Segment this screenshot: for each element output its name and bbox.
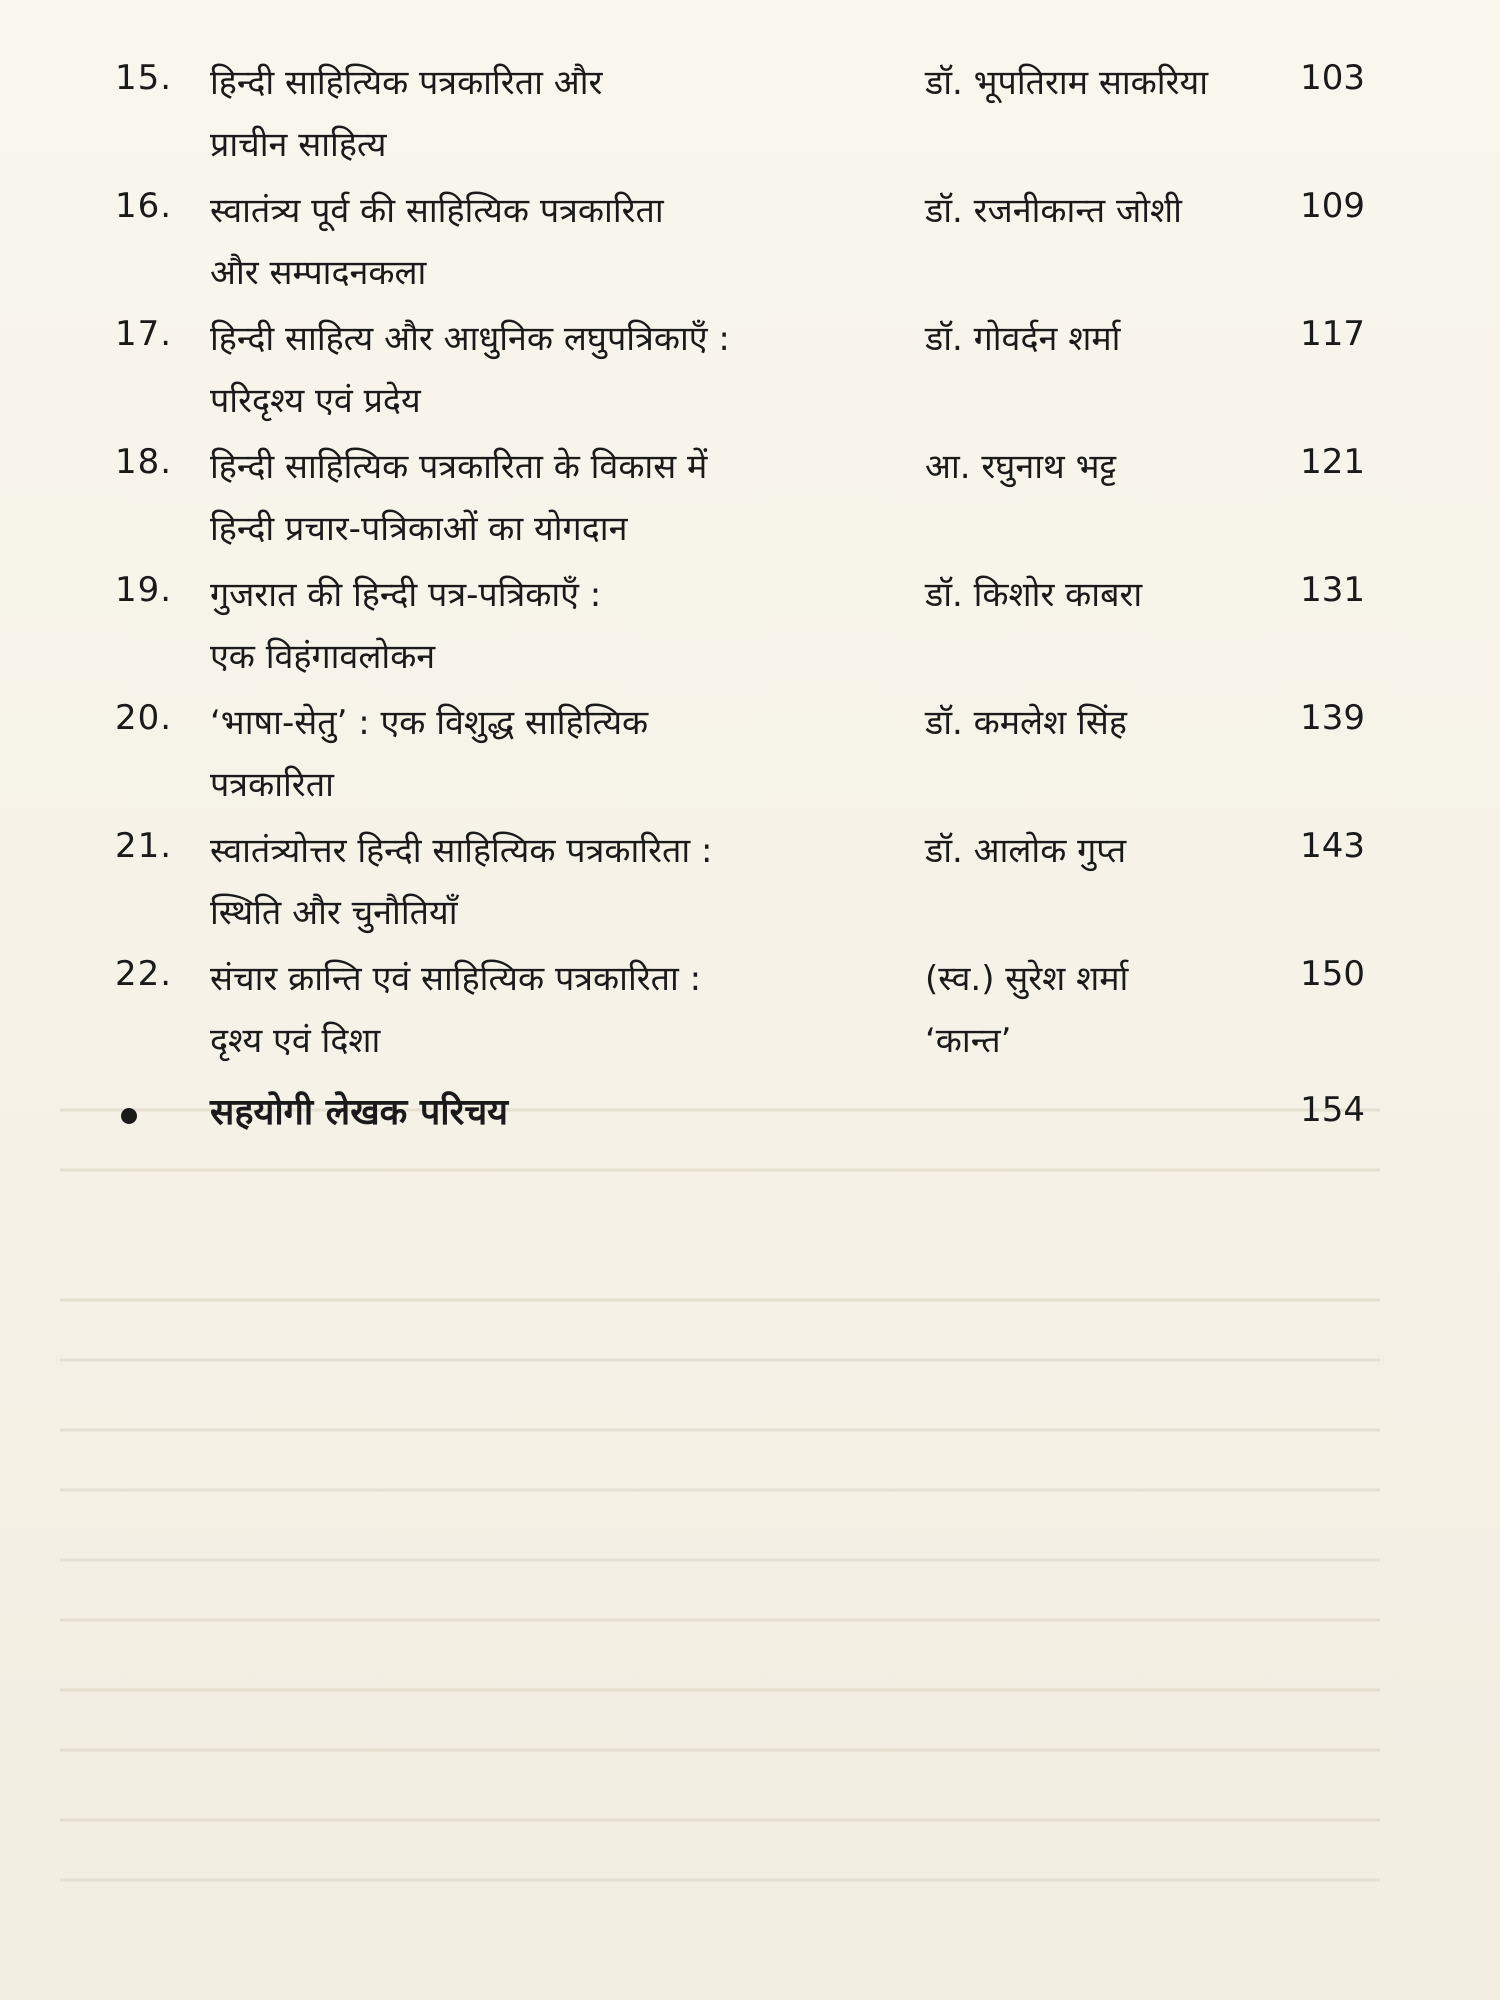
toc-entry-22 <box>115 948 1365 1076</box>
entry-author: (स्व.) सुरेश शर्मा <box>925 959 1129 999</box>
entry-author: डॉ. रजनीकान्त जोशी <box>925 191 1182 231</box>
entry-title-line-1: हिन्दी साहित्यिक पत्रकारिता के विकास में <box>210 447 708 487</box>
entry-title-line-2: स्थिति और चुनौतियाँ <box>210 893 458 933</box>
entry-number: 15. <box>115 58 173 98</box>
toc-entry-15 <box>115 52 1365 180</box>
entry-author: डॉ. गोवर्दन शर्मा <box>925 319 1121 359</box>
toc-entry-18 <box>115 436 1365 564</box>
entry-page-number: 131 <box>1300 570 1365 610</box>
entry-page-number: 150 <box>1300 954 1365 994</box>
entry-author: डॉ. कमलेश सिंह <box>925 703 1127 743</box>
entry-page-number: 143 <box>1300 826 1365 866</box>
toc-entry-21 <box>115 820 1365 948</box>
entry-title-line-2: दृश्य एवं दिशा <box>210 1021 381 1061</box>
toc-entry-19 <box>115 564 1365 692</box>
entry-page-number: 109 <box>1300 186 1365 226</box>
entry-title-line-1: संचार क्रान्ति एवं साहित्यिक पत्रकारिता : <box>210 959 702 999</box>
appendix-page-number: 154 <box>1300 1090 1365 1130</box>
entry-title-line-2: प्राचीन साहित्य <box>210 125 387 165</box>
entry-author: डॉ. भूपतिराम साकरिया <box>925 63 1209 103</box>
toc-entry-contributors <box>115 1086 1365 1166</box>
entry-title-line-2: और सम्पादनकला <box>210 253 427 293</box>
entry-title-line-2: हिन्दी प्रचार-पत्रिकाओं का योगदान <box>210 509 628 549</box>
entry-title-line-2: परिदृश्य एवं प्रदेय <box>210 381 421 421</box>
entry-title-line-1: हिन्दी साहित्यिक पत्रकारिता और <box>210 63 603 103</box>
entry-author-line-2: ‘कान्त’ <box>925 1021 1012 1061</box>
entry-number: 17. <box>115 314 173 354</box>
entry-title-line-2: पत्रकारिता <box>210 765 334 805</box>
entry-title-line-1: हिन्दी साहित्य और आधुनिक लघुपत्रिकाएँ : <box>210 319 730 359</box>
entry-title-line-1: स्वातंत्र्योत्तर हिन्दी साहित्यिक पत्रकारिता : <box>210 831 713 871</box>
entry-title-line-1: स्वातंत्र्य पूर्व की साहित्यिक पत्रकारिता <box>210 191 664 231</box>
entry-author: आ. रघुनाथ भट्ट <box>925 447 1117 487</box>
bullet-icon <box>121 1108 137 1124</box>
entry-page-number: 103 <box>1300 58 1365 98</box>
toc-entry-16 <box>115 180 1365 308</box>
entry-author: डॉ. किशोर काबरा <box>925 575 1143 615</box>
entry-title-line-2: एक विहंगावलोकन <box>210 637 436 677</box>
table-of-contents <box>115 52 1365 1166</box>
entry-number: 22. <box>115 954 173 994</box>
entry-number: 20. <box>115 698 173 738</box>
entry-page-number: 139 <box>1300 698 1365 738</box>
entry-number: 18. <box>115 442 173 482</box>
entry-title-line-1: ‘भाषा-सेतु’ : एक विशुद्ध साहित्यिक <box>210 703 649 743</box>
entry-title-line-1: गुजरात की हिन्दी पत्र-पत्रिकाएँ : <box>210 575 602 615</box>
toc-entry-17 <box>115 308 1365 436</box>
entry-number: 21. <box>115 826 173 866</box>
entry-page-number: 121 <box>1300 442 1365 482</box>
entry-page-number: 117 <box>1300 314 1365 354</box>
appendix-label: सहयोगी लेखक परिचय <box>210 1092 509 1133</box>
entry-number: 19. <box>115 570 173 610</box>
toc-entry-20 <box>115 692 1365 820</box>
entry-author: डॉ. आलोक गुप्त <box>925 831 1127 871</box>
entry-number: 16. <box>115 186 173 226</box>
